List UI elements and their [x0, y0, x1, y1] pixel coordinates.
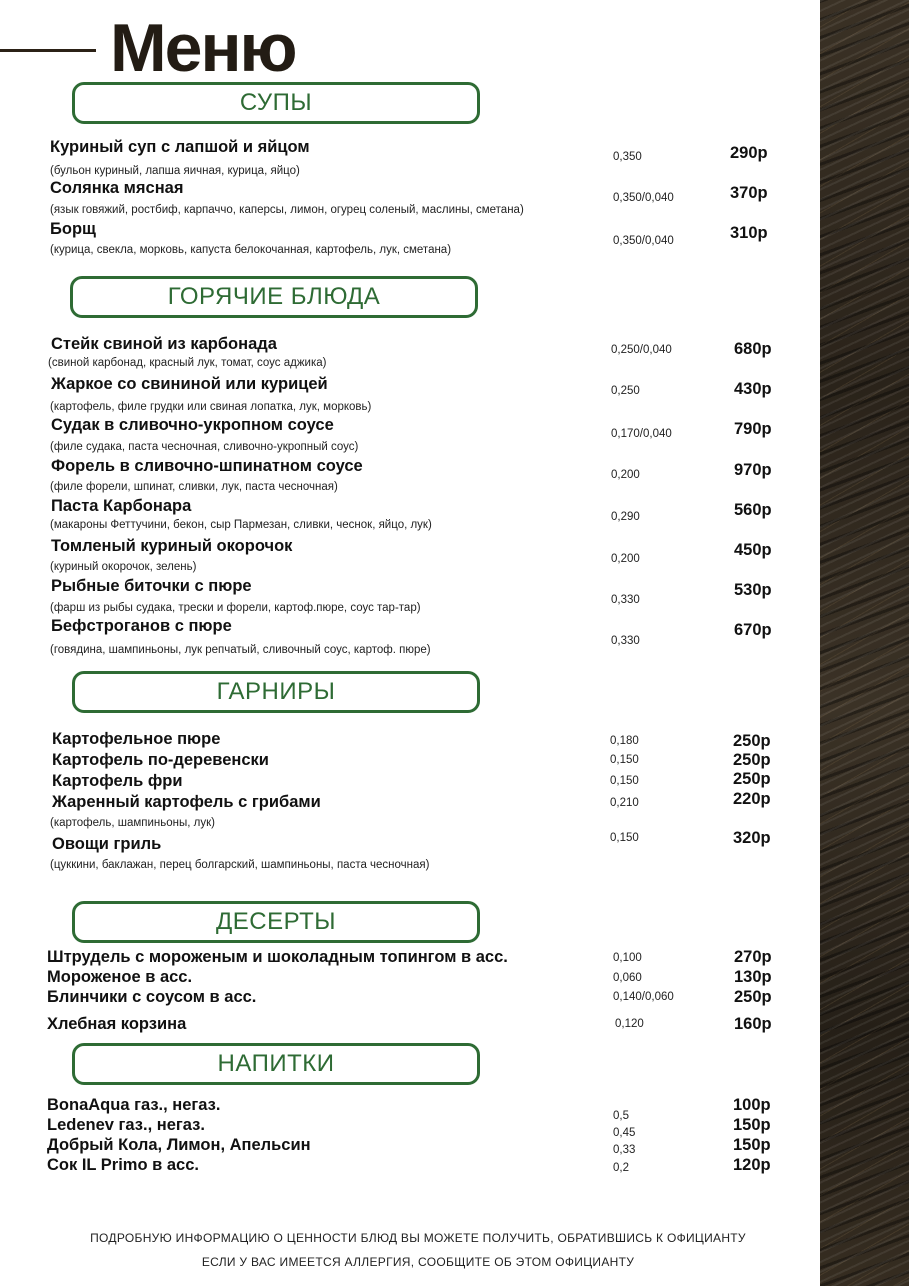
wood-texture-panel [820, 0, 909, 1286]
dish-weight: 0,140/0,060 [613, 991, 674, 1003]
dish-description: (говядина, шампиньоны, лук репчатый, сливочный соус, картоф. пюре) [50, 644, 431, 656]
drink-price: 120р [733, 1156, 771, 1174]
drink-volume: 0,5 [613, 1110, 629, 1122]
dish-name: Картофель по-деревенски [52, 751, 269, 769]
dish-price: 970р [734, 461, 772, 479]
title-rule [0, 49, 96, 52]
dish-price: 430р [734, 380, 772, 398]
dish-name: Паста Карбонара [51, 497, 192, 515]
drink-name: BonaAqua газ., негаз. [47, 1096, 221, 1114]
dish-description: (филе судака, паста чесночная, сливочно-укропный соус) [50, 441, 359, 453]
dish-weight: 0,100 [613, 952, 642, 964]
dish-weight: 0,210 [610, 797, 639, 809]
page-title: Меню [110, 10, 296, 86]
dish-price: 130р [734, 968, 772, 986]
dish-price: 370р [730, 184, 768, 202]
section-header-desserts: ДЕСЕРТЫ [72, 901, 480, 943]
dish-name: Овощи гриль [52, 835, 162, 853]
dish-description: (макароны Феттучини, бекон, сыр Пармезан, сливки, чеснок, яйцо, лук) [50, 519, 432, 531]
dish-price: 310р [730, 224, 768, 242]
dish-weight: 0,350 [613, 151, 642, 163]
dish-weight: 0,150 [610, 775, 639, 787]
dish-price: 670р [734, 621, 772, 639]
dish-description: (куриный окорочок, зелень) [50, 561, 197, 573]
section-header-soups: СУПЫ [72, 82, 480, 124]
dish-price: 250р [733, 751, 771, 769]
dish-weight: 0,150 [610, 832, 639, 844]
dish-weight: 0,200 [611, 553, 640, 565]
dish-price: 290р [730, 144, 768, 162]
dish-weight: 0,250/0,040 [611, 344, 672, 356]
drink-price: 150р [733, 1116, 771, 1134]
dish-description: (цуккини, баклажан, перец болгарский, шампиньоны, паста чесночная) [50, 859, 430, 871]
dish-price: 560р [734, 501, 772, 519]
drink-name: Ledenev газ., негаз. [47, 1116, 205, 1134]
dish-weight: 0,350/0,040 [613, 192, 674, 204]
dish-weight: 0,350/0,040 [613, 235, 674, 247]
dish-name: Томленый куриный окорочок [51, 537, 293, 555]
drink-name: Сок IL Primo в асс. [47, 1156, 199, 1174]
dish-weight: 0,330 [611, 635, 640, 647]
dish-weight: 0,170/0,040 [611, 428, 672, 440]
dish-weight: 0,060 [613, 972, 642, 984]
dish-description: (язык говяжий, ростбиф, карпаччо, каперсы, лимон, огурец соленый, маслины, сметана) [50, 204, 524, 216]
dish-name: Рыбные биточки с пюре [51, 577, 252, 595]
dish-price: 250р [733, 732, 771, 750]
dish-weight: 0,250 [611, 385, 640, 397]
dish-description: (курица, свекла, морковь, капуста белокочанная, картофель, лук, сметана) [50, 244, 452, 256]
dish-description: (картофель, филе грудки или свиная лопатка, лук, морковь) [50, 401, 372, 413]
dish-name: Стейк свиной из карбонада [51, 335, 277, 353]
dish-description: (фарш из рыбы судака, трески и форели, картоф.пюре, соус тар-тар) [50, 602, 421, 614]
dish-name: Форель в сливочно-шпинатном соусе [51, 457, 363, 475]
dish-name: Картофельное пюре [52, 730, 221, 748]
dish-description: (свиной карбонад, красный лук, томат, соус аджика) [48, 357, 327, 369]
dish-name: Жаренный картофель с грибами [52, 793, 321, 811]
dish-name: Солянка мясная [50, 179, 184, 197]
dish-weight: 0,150 [610, 754, 639, 766]
footer-nutrition-note: ПОДРОБНУЮ ИНФОРМАЦИЮ О ЦЕННОСТИ БЛЮД ВЫ МОЖЕТЕ ПОЛУЧИТЬ, ОБРАТИВШИСЬ К ОФИЦИАНТУ [90, 1231, 746, 1245]
dish-name: Судак в сливочно-укропном соусе [51, 416, 334, 434]
dish-name: Мороженое в асс. [47, 968, 193, 986]
drink-price: 150р [733, 1136, 771, 1154]
dish-name: Хлебная корзина [47, 1015, 187, 1033]
drink-volume: 0,45 [613, 1127, 636, 1139]
dish-name: Блинчики с соусом в асс. [47, 988, 257, 1006]
dish-name: Бефстроганов с пюре [51, 617, 232, 635]
dish-weight: 0,120 [615, 1018, 644, 1030]
section-header-drinks: НАПИТКИ [72, 1043, 480, 1085]
dish-price: 790р [734, 420, 772, 438]
dish-price: 530р [734, 581, 772, 599]
dish-name: Куриный суп с лапшой и яйцом [50, 138, 310, 156]
dish-description: (филе форели, шпинат, сливки, лук, паста чесночная) [50, 481, 338, 493]
dish-price: 680р [734, 340, 772, 358]
dish-price: 250р [734, 988, 772, 1006]
section-header-sides: ГАРНИРЫ [72, 671, 480, 713]
dish-name: Картофель фри [52, 772, 183, 790]
drink-name: Добрый Кола, Лимон, Апельсин [47, 1136, 311, 1154]
dish-description: (бульон куриный, лапша яичная, курица, яйцо) [50, 165, 300, 177]
drink-price: 100р [733, 1096, 771, 1114]
dish-weight: 0,330 [611, 594, 640, 606]
drink-volume: 0,2 [613, 1162, 629, 1174]
dish-price: 450р [734, 541, 772, 559]
drink-volume: 0,33 [613, 1144, 636, 1156]
dish-name: Борщ [50, 220, 96, 238]
dish-name: Жаркое со свининой или курицей [51, 375, 328, 393]
dish-price: 320р [733, 829, 771, 847]
dish-price: 250р [733, 770, 771, 788]
dish-price: 220р [733, 790, 771, 808]
dish-price: 160р [734, 1015, 772, 1033]
dish-name: Штрудель с мороженым и шоколадным топингом в асс. [47, 948, 508, 966]
dish-weight: 0,200 [611, 469, 640, 481]
dish-weight: 0,290 [611, 511, 640, 523]
footer-allergy-note: ЕСЛИ У ВАС ИМЕЕТСЯ АЛЛЕРГИЯ, СООБЩИТЕ ОБ ЭТОМ ОФИЦИАНТУ [201, 1255, 635, 1269]
dish-weight: 0,180 [610, 735, 639, 747]
dish-price: 270р [734, 948, 772, 966]
section-header-hot-dishes: ГОРЯЧИЕ БЛЮДА [70, 276, 478, 318]
dish-description: (картофель, шампиньоны, лук) [50, 817, 215, 829]
